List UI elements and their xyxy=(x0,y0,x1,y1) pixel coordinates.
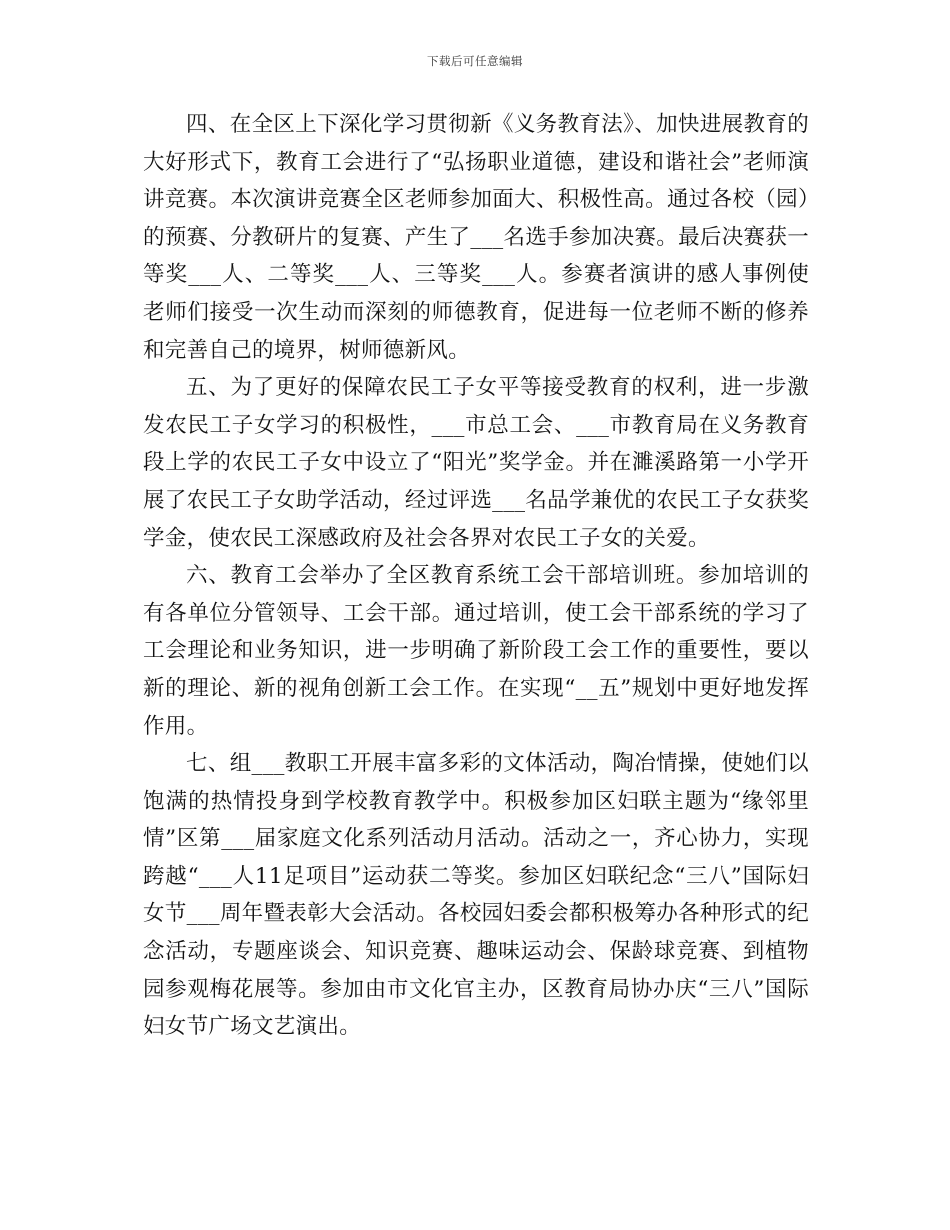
document-body xyxy=(143,106,809,1046)
page-header: 下载后可任意编辑 xyxy=(427,54,523,68)
paragraph-6: 六、教育工会举办了全区教育系统工会干部培训班。参加培训的有各单位分管领导、工会干部。通过培训，使工会干部系统的学习了工会理论和业务知识，进一步明确了新阶段工会工作的重要性，要以新的理论、新的视角创新工会工作。在实现“__五”规划中更好地发挥作用。 xyxy=(143,563,809,739)
paragraph-4: 四、在全区上下深化学习贯彻新《义务教育法》、加快进展教育的大好形式下，教育工会进行了“弘扬职业道德，建设和谐社会”老师演讲竞赛。本次演讲竞赛全区老师参加面大、积极性高。通过各校（园）的预赛、分教研片的复赛、产生了___名选手参加决赛。最后决赛获一等奖___人、二等奖___人、三等奖___人。参赛者演讲的感人事例使老师们接受一次生动而深刻的师德教育，促进每一位老师不断的修养和完善自己的境界，树师德新风。 xyxy=(143,112,809,363)
paragraph-7: 七、组___教职工开展丰富多彩的文体活动，陶冶情操，使她们以饱满的热情投身到学校教育教学中。积极参加区妇联主题为“缘邻里情”区第___届家庭文化系列活动月活动。活动之一，齐心协力，实现跨越“___人11足项目”运动获二等奖。参加区妇联纪念“三八”国际妇女节___周年暨表彰大会活动。各校园妇委会都积极筹办各种形式的纪念活动，专题座谈会、知识竞赛、趣味运动会、保龄球竞赛、到植物园参观梅花展等。参加由市文化官主办，区教育局协办庆“三八”国际妇女节广场文艺演出。 xyxy=(143,751,809,1040)
paragraph-5: 五、为了更好的保障农民工子女平等接受教育的权利，进一步激发农民工子女学习的积极性，___市总工会、___市教育局在义务教育段上学的农民工子女中设立了“阳光”奖学金。并在濉溪路第一小学开展了农民工子女助学活动，经过评选___名品学兼优的农民工子女获奖学金，使农民工深感政府及社会各界对农民工子女的关爱。 xyxy=(143,375,809,551)
